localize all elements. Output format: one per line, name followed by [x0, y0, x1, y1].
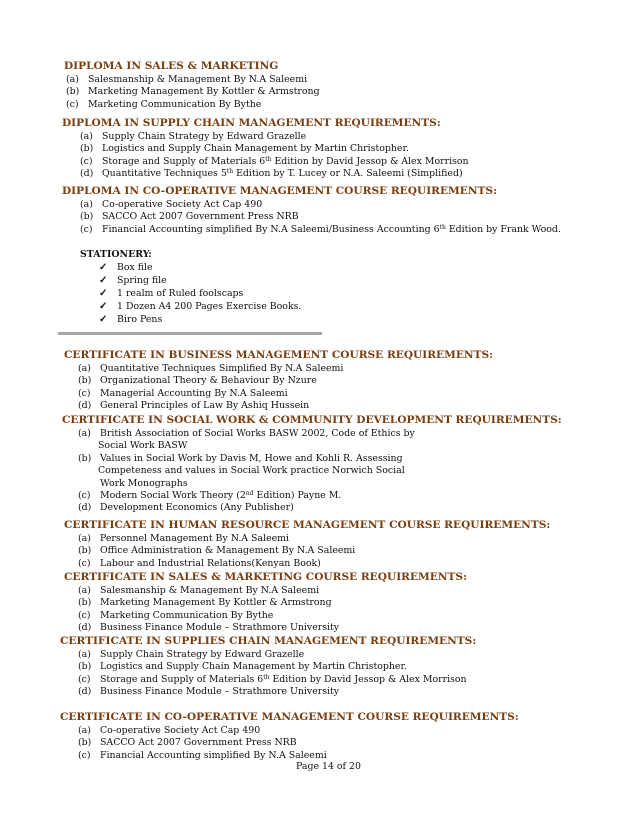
list-item: (a) Salesmanship & Management By N.A Saleemi: [78, 585, 320, 596]
list-item: (b) Logistics and Supply Chain Management by Martin Christopher.: [78, 661, 407, 673]
section-heading: CERTIFICATE IN SUPPLIES CHAIN MANAGEMENT REQUIREMENTS:: [60, 635, 477, 647]
section-cert-social-work: [0, 413, 638, 515]
checkmark-icon: ✓: [99, 301, 108, 312]
checkmark-icon: ✓: [99, 288, 108, 299]
list-item: (a) Supply Chain Strategy by Edward Grazelle: [80, 131, 307, 142]
checkmark-icon: ✓: [99, 314, 108, 325]
list-item: (c) Storage and Supply of Materials 6th Edition by David Jessop & Alex Morrison: [78, 673, 467, 685]
section-heading: CERTIFICATE IN BUSINESS MANAGEMENT COURSE REQUIREMENTS:: [64, 349, 494, 361]
list-item: (c) Storage and Supply of Materials 6th Edition by David Jessop & Alex Morrison: [80, 155, 469, 167]
list-item: (a) Salesmanship & Management By N.A Saleemi: [66, 74, 308, 85]
list-item: (d) Quantitative Techniques 5th Edition by T. Lucey or N.A. Saleemi (Simplified): [80, 168, 463, 180]
list-item: (d) Business Finance Module – Strathmore University: [78, 622, 340, 634]
section-diploma-supply-chain: [0, 116, 638, 181]
list-item: (c) Financial Accounting simplified By N.A Saleemi/Business Accounting 6th Edition by Frank Wood.: [80, 223, 561, 235]
list-item: (b) SACCO Act 2007 Government Press NRB: [80, 211, 299, 223]
list-item: (c) Marketing Communication By Bythe: [78, 609, 274, 621]
list-item: (c) Managerial Accounting By N.A Saleemi: [78, 387, 288, 399]
list-item: (b) Office Administration & Management By N.A Saleemi: [78, 545, 356, 557]
list-item: (b) Marketing Management By Kottler & Armstrong: [66, 86, 320, 98]
section-heading: DIPLOMA IN SALES & MARKETING: [64, 60, 279, 72]
list-item: (c) Marketing Communication By Bythe: [66, 98, 262, 110]
list-item: (a) Co-operative Society Act Cap 490: [78, 725, 261, 736]
list-item-continuation: Social Work BASW: [98, 440, 188, 452]
checkmark-icon: ✓: [99, 275, 108, 286]
list-item: (b) Logistics and Supply Chain Management by Martin Christopher.: [80, 143, 409, 155]
section-heading: DIPLOMA IN CO-OPERATIVE MANAGEMENT COURSE REQUIREMENTS:: [62, 185, 497, 197]
section-heading: DIPLOMA IN SUPPLY CHAIN MANAGEMENT REQUIREMENTS:: [62, 117, 441, 129]
section-cert-sales-marketing: [0, 570, 638, 635]
page-number: Page 14 of 20: [296, 761, 361, 772]
list-item: ✓ 1 Dozen A4 200 Pages Exercise Books.: [99, 301, 302, 312]
stationery-title: STATIONERY:: [80, 249, 152, 260]
list-item: (d) General Principles of Law By Ashiq Hussein: [78, 400, 310, 412]
section-heading: CERTIFICATE IN HUMAN RESOURCE MANAGEMENT COURSE REQUIREMENTS:: [64, 519, 551, 531]
section-cert-cooperative: [0, 710, 638, 762]
section-diploma-sales: [0, 59, 638, 111]
list-item: (b) Organizational Theory & Behaviour By Nzure: [78, 375, 317, 387]
list-item: (a) Quantitative Techniques Simplified By N.A Saleemi: [78, 363, 344, 374]
section-heading: CERTIFICATE IN SOCIAL WORK & COMMUNITY DEVELOPMENT REQUIREMENTS:: [62, 414, 562, 426]
stationery-section: [0, 248, 638, 326]
section-diploma-cooperative: [0, 184, 638, 236]
list-item: (b) Marketing Management By Kottler & Armstrong: [78, 597, 332, 609]
section-heading: CERTIFICATE IN CO-OPERATIVE MANAGEMENT COURSE REQUIREMENTS:: [60, 711, 519, 723]
list-item: ✓ Biro Pens: [99, 314, 163, 325]
section-cert-business-management: [0, 348, 638, 413]
list-item: (c) Modern Social Work Theory (2nd Edition) Payne M.: [78, 490, 342, 502]
list-item: (d) Development Economics (Any Publisher): [78, 502, 294, 514]
section-divider: [58, 332, 322, 335]
section-cert-supplies-chain: [0, 634, 638, 699]
list-item: (a) Personnel Management By N.A Saleemi: [78, 533, 290, 544]
list-item: (d) Business Finance Module – Strathmore University: [78, 686, 340, 698]
list-item: ✓ Box file: [99, 262, 153, 273]
list-item: (b) Values in Social Work by Davis M, Howe and Kohli R. Assessing: [78, 452, 403, 464]
list-item: (a) British Association of Social Works BASW 2002, Code of Ethics by: [78, 428, 415, 439]
list-item: (c) Financial Accounting simplified By N.A Saleemi: [78, 749, 327, 761]
list-item-continuation: Competeness and values in Social Work practice Norwich Social: [98, 465, 405, 477]
list-item: (a) Co-operative Society Act Cap 490: [80, 199, 263, 210]
list-item: (c) Labour and Industrial Relations(Kenyan Book): [78, 557, 321, 569]
section-heading: CERTIFICATE IN SALES & MARKETING COURSE REQUIREMENTS:: [64, 571, 467, 583]
list-item: ✓ Spring file: [99, 275, 167, 286]
list-item: ✓ 1 realm of Ruled foolscaps: [99, 288, 244, 299]
list-item: (b) SACCO Act 2007 Government Press NRB: [78, 737, 297, 749]
checkmark-icon: ✓: [99, 262, 108, 273]
list-item: (a) Supply Chain Strategy by Edward Grazelle: [78, 649, 305, 660]
list-item-continuation: Work Monographs: [100, 477, 188, 489]
section-cert-human-resource: [0, 518, 638, 570]
